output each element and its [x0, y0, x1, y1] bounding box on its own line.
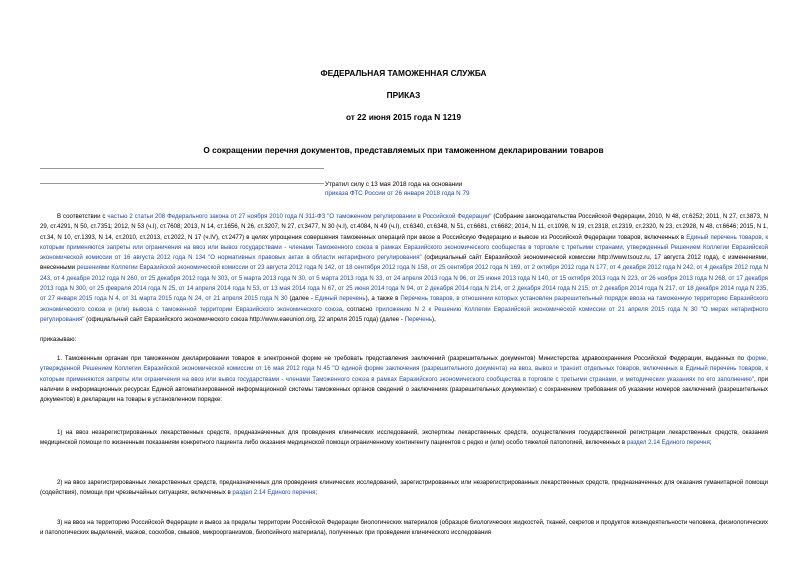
divider-line	[40, 183, 324, 184]
subitem-2-paragraph	[40, 478, 768, 499]
text-run: (официальный сайт Евразийской экономической комиссии http://www.tsouz.ru, 17 августа 2012 года), с изменениями, внесенными	[40, 254, 768, 272]
section-link[interactable]: раздел 2.14 Единого перечня	[232, 489, 316, 497]
text-run: , согласно	[342, 305, 376, 313]
status-note-link[interactable]: приказа ФТС России от 26 января 2018 года N 79	[325, 190, 470, 197]
agency-title: ФЕДЕРАЛЬНАЯ ТАМОЖЕННАЯ СЛУЖБА	[320, 68, 487, 78]
status-note-text: Утратил силу с 13 мая 2018 года на основании	[325, 181, 463, 188]
appendix-link[interactable]: приложению N 2 к Решению Коллегии Евразийской экономической комиссии от 21 апреля 2015 года N 30 "О мерах нетарифного регулирования"	[40, 305, 769, 323]
list-short-link[interactable]: Перечень	[404, 315, 433, 323]
subitem-3-paragraph	[40, 518, 768, 539]
preamble-paragraph	[40, 212, 768, 325]
text-run: ;	[709, 439, 712, 447]
text-run: 3) на ввоз на территорию Российской Федерации и вывоз за пределы территории Российской Федерации биологических материалов (образцов биологических жидкостей, тканей, секретов и продуктов жизнедеятельности человека, физиологических и патологических выделений, мазков, соскобов, смывов, микроорганизмов, биопсийного материала), полученных при проведении клинического исследования	[40, 519, 768, 537]
document-type: ПРИКАЗ	[386, 90, 421, 100]
item-1-paragraph	[40, 354, 768, 405]
decisions-link[interactable]: решениями Коллегии Евразийской экономической комиссии от 23 августа 2012 года N 142, от 18 сентября 2012 года N 158, от 25 сентября 2012 года N 169, от 2 октября 2012 года N 177, от 4 декабря 2012 года N 242, от 4 декабря 2012 года N 243, от 4 декабря 2012 года N 260, от 25 декабря 2012 года N 303, от 5 марта 2013 года N 30, от 5 марта 2013 года N 33, от 24 апреля 2013 года N 96, от 25 июня 2013 года N 140, от 15 октября 2013 года N 223, от 26 ноября 2013 года N 268, от 17 декабря 2013 года N 300, от 25 февраля 2014 года N 25, от 14 апреля 2014 года N 53, от 13 мая 2014 года N 67, от 25 июня 2014 года N 94, от 2 декабря 2014 года N 214, от 2 декабря 2014 года N 215, от 2 декабря 2014 года N 217, от 18 декабря 2014 года N 235, от 27 января 2015 года N 4, от 31 марта 2015 года N 24, от 21 апреля 2015 года N 30	[40, 264, 769, 303]
document-date-number: от 22 июня 2015 года N 1219	[345, 112, 462, 122]
subitem-1-paragraph	[40, 428, 768, 449]
text-run: (Собрание законодательства Российской Федерации, 2010, N 48, ст.6252; 2011, N 27, ст.3873, N 29, ст.4291, N 50, ст.7351; 2012, N 53 (ч.I), ст.7608; 2013, N 14, ст.1656, N 26, ст.3207, N 27, ст.3477, N 30 (ч.I), ст.4084, N 49 (ч.I), ст.6340, ст.6348, N 51, ст.6681, ст.6682; 2014, N 11, ст.1098, N 19, ст.2318, ст.2319, ст.2320, N 23, ст.2928, N 48, ст.6646; 2015, N 1, ст.34, N 10, ст.1393, N 14, ст.2010, ст.2013, ст.2022, N 17 (ч.IV), ст.2477) в целях упрощения совершения таможенных операций при ввозе в Российскую Федерацию и вывозе из Российской Федерации товаров, включенных в	[40, 213, 768, 241]
text-run: (официальный сайт Евразийского экономического союза http://www.eaeunion.org, 22 апреля 2015 года) (далее -	[84, 315, 405, 323]
unified-list-link[interactable]: Единый перечень товаров, к которым применяются запреты или ограничения на ввоз или вывоз государствами - членами Таможенного союза в рамках Евразийского экономического сообщества в торговле с третьими странами, утвержденный Решением Коллегии Евразийской экономической комиссии от 16 августа 2012 года N 134 "О нормативных правовых актах в области нетарифного регулирования"	[40, 233, 768, 262]
text-run: В соответствии с	[57, 213, 108, 220]
text-run: 2) на ввоз зарегистрированных лекарственных средств, предназначенных для проведения клинических исследований, зарегистрированных или незарегистрированных лекарственных средств, предназначенных для оказания гуманитарной помощи (содействия), помощи при чрезвычайных ситуациях, включенных в	[40, 479, 768, 497]
text-run: ), а также в	[365, 295, 401, 303]
text-run: (далее -	[287, 295, 315, 303]
text-run: 1) на ввоз незарегистрированных лекарственных средств, предназначенных для проведения клинических исследований, экспертизы лекарственных средств, осуществления государственной регистрации лекарственных средств, оказания медицинской помощи по жизненным показаниям конкретного пациента либо оказания медицинской помощи ограниченному контингенту пациентов с редко и (или) особо тяжелой патологией, включенных в	[40, 429, 768, 447]
order-word: приказываю:	[40, 336, 77, 343]
goods-list-link[interactable]: Перечень товаров, в отношении которых установлен разрешительный порядок ввоза на таможенную территорию Евразийского экономического союза и (или) вывоза с таможенной территории Евразийского экономического союза	[40, 295, 768, 313]
law-link[interactable]: частью 2 статьи 208 Федерального закона от 27 ноября 2010 года N 311-ФЗ "О таможенном регулировании в Российской Федерации"	[107, 213, 492, 220]
section-link[interactable]: раздел 2.14 Единого перечня	[626, 439, 710, 447]
form-link[interactable]: форме, утвержденной Решением Коллегии Евразийской экономической комиссии от 16 мая 2012 года N 45 "О единой форме заключения (разрешительного документа) на ввоз, вывоз и транзит отдельных товаров, включенных в Единый перечень товаров, к которым применяются запреты или ограничения на ввоз или вывоз государствами - членами Таможенного союза в рамках Евразийского экономического сообщества в торговле с третьими странами, и методических указаниях по его заполнению"	[40, 355, 768, 383]
divider-line	[40, 168, 324, 169]
document-subject: О сокращении перечня документов, представляемых при таможенном декларировании товаров	[203, 145, 604, 155]
text-run: , при наличии в информационных ресурсах Единой автоматизированной информационной системы таможенных органов сведений о заключениях (разрешительных документах) с сохранением требования об указании номеров заключений (разрешительных документов) в декларации на товары в установленном порядке:	[40, 375, 768, 404]
text-run: ;	[315, 489, 318, 497]
text-run: 1. Таможенным органам при таможенном декларировании товаров в электронной форме не требовать представления заключений (разрешительных документов) Министерства здравоохранения Российской Федерации, выданных по	[57, 355, 747, 362]
unified-list-short-link[interactable]: Единый перечень	[315, 295, 366, 303]
status-note	[325, 180, 470, 198]
text-run: ),	[432, 315, 436, 323]
